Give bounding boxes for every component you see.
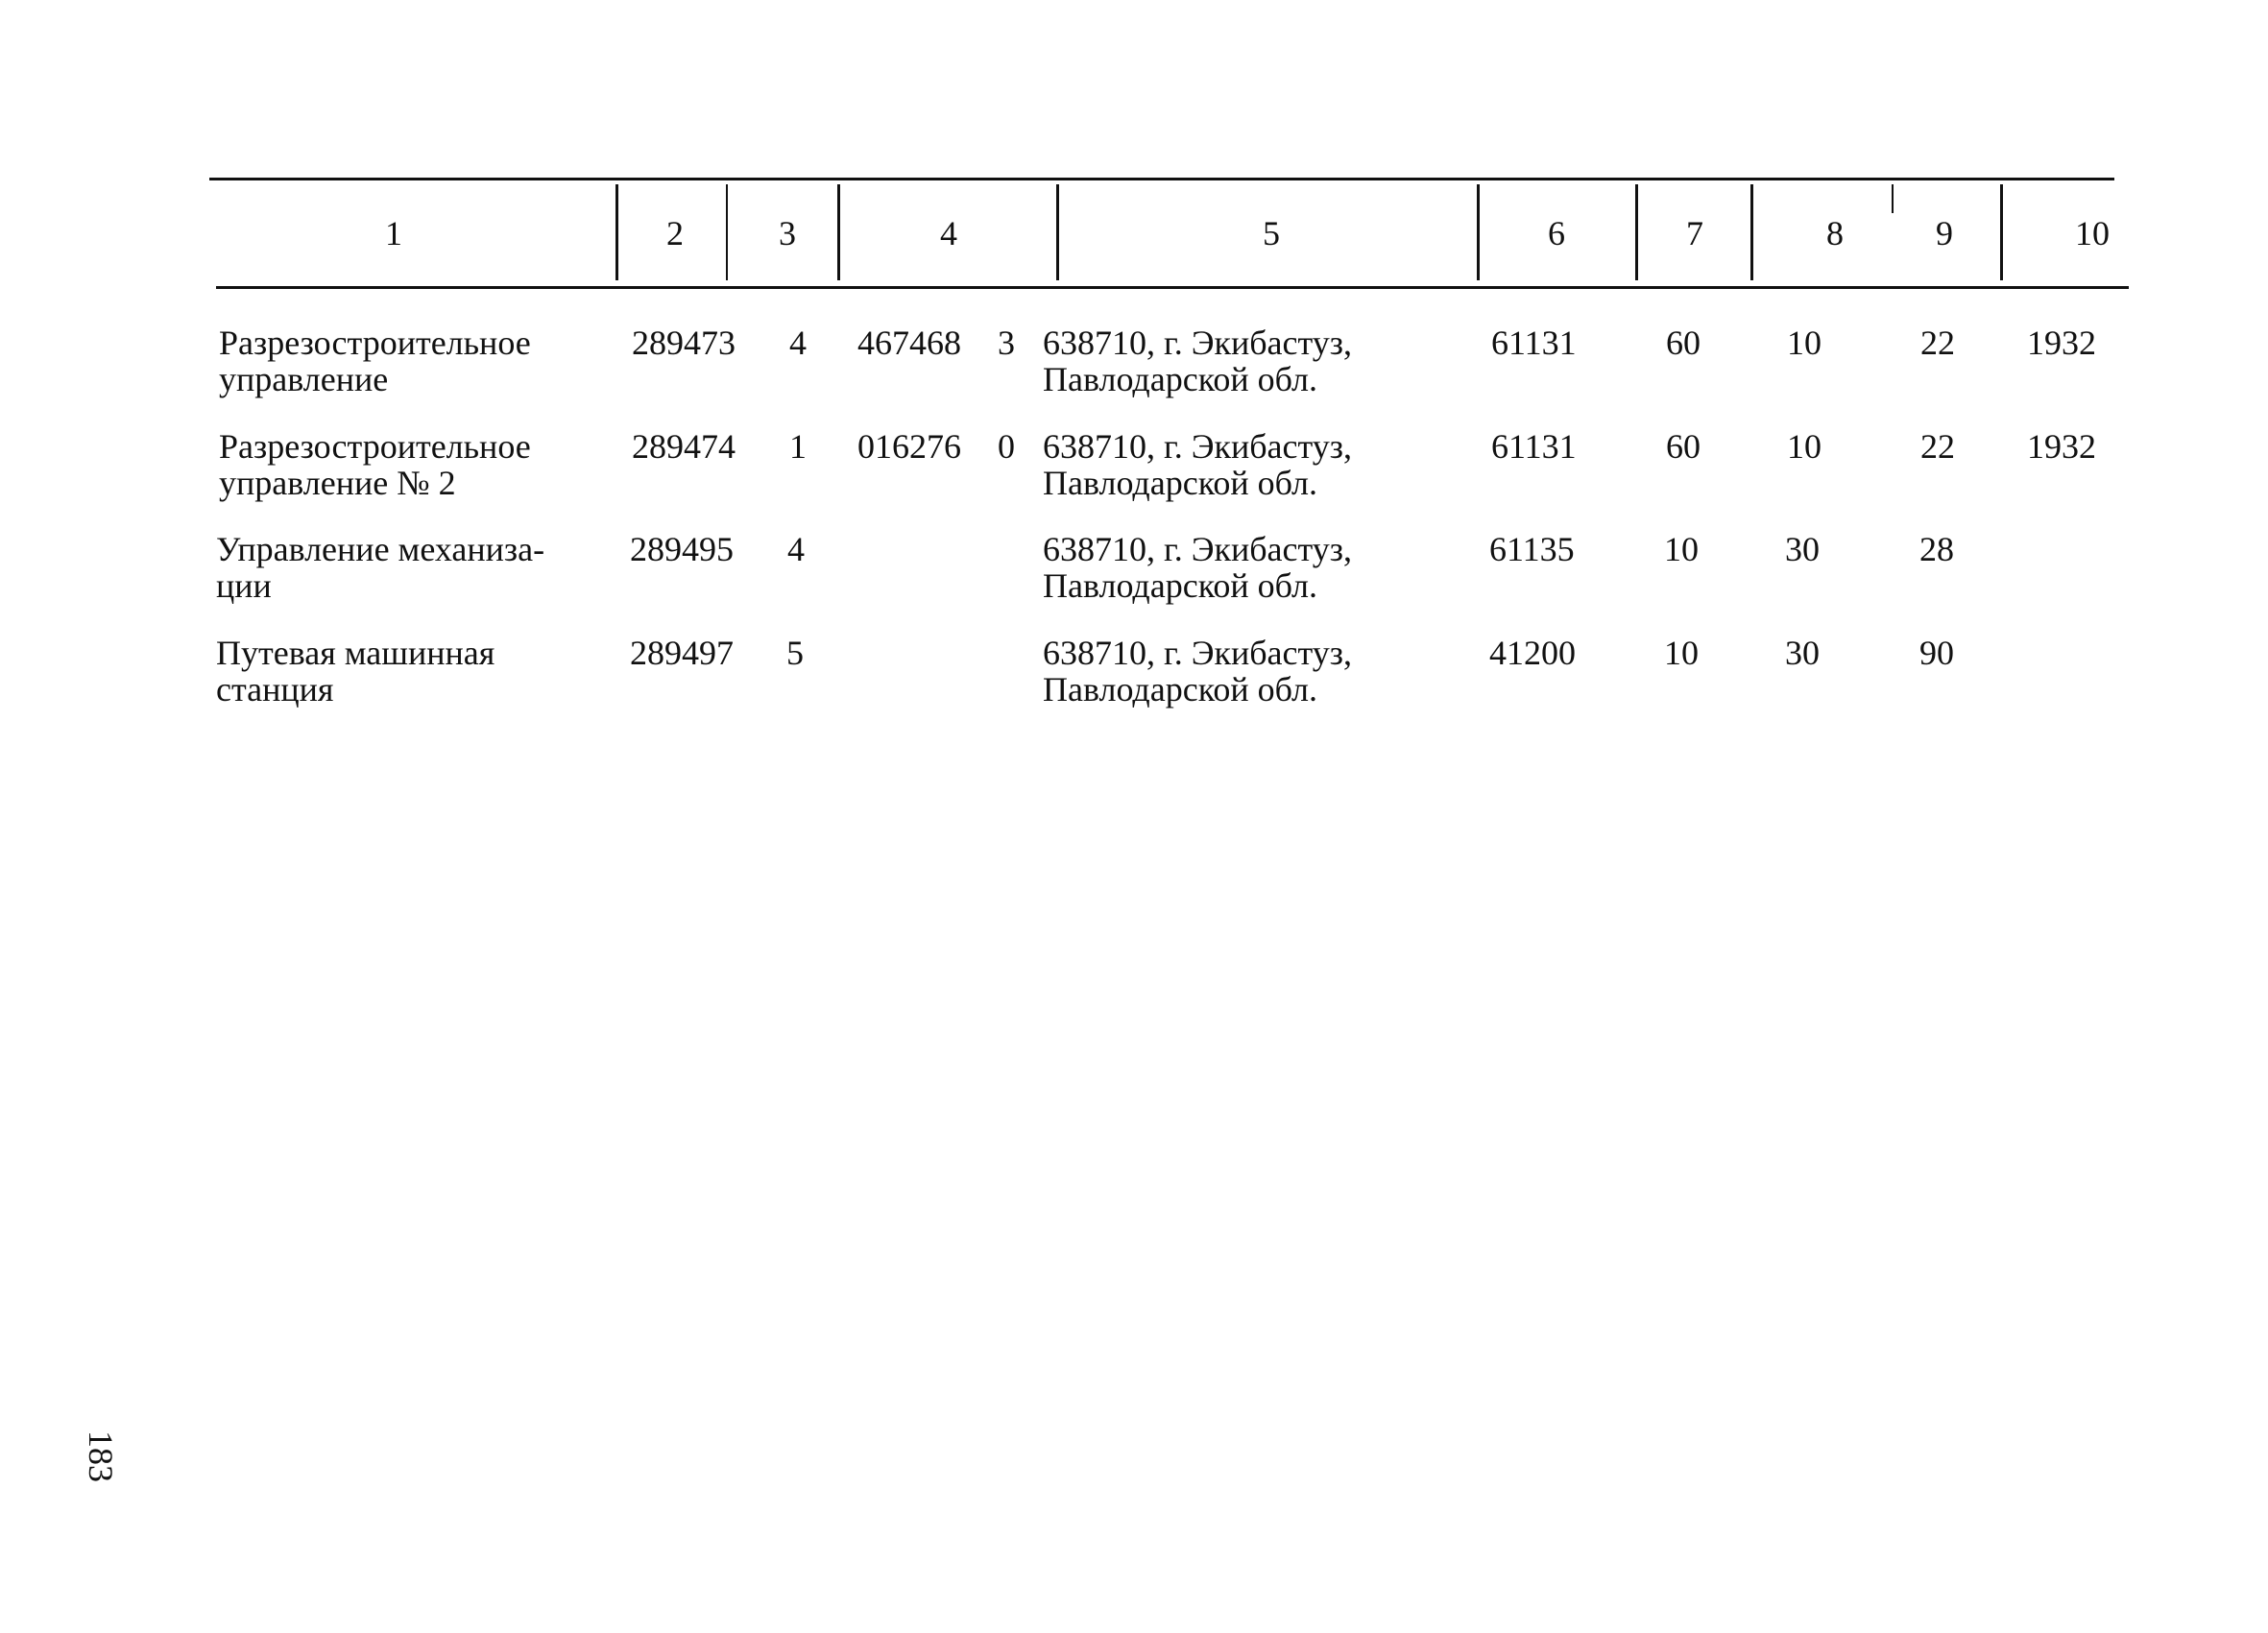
table-cell: 22	[1920, 324, 1955, 362]
column-header: 3	[779, 214, 796, 252]
column-header: 9	[1936, 214, 1953, 252]
column-header: 1	[385, 214, 402, 252]
column-header: 10	[2075, 214, 2110, 252]
table-cell: 28	[1919, 530, 1954, 568]
table-cell: 016276	[857, 427, 961, 466]
column-header: 2	[666, 214, 684, 252]
table-cell: 1932	[2027, 427, 2096, 466]
column-divider	[2000, 184, 2003, 280]
column-divider	[1477, 184, 1480, 280]
table-cell-name: Разрезостроительное управление	[219, 324, 531, 398]
table-top-rule	[209, 178, 2114, 180]
column-header: 8	[1826, 214, 1844, 252]
column-header: 6	[1548, 214, 1565, 252]
table-cell: 5	[786, 634, 804, 672]
table-cell: 10	[1664, 530, 1699, 568]
table-cell: 41200	[1489, 634, 1576, 672]
table-cell: 60	[1666, 427, 1701, 466]
table-cell: 30	[1785, 634, 1820, 672]
column-header: 7	[1686, 214, 1703, 252]
table-cell: 61131	[1491, 427, 1577, 466]
table-cell-address: 638710, г. Экибастуз, Павлодарской обл.	[1043, 324, 1352, 398]
table-cell: 289473	[632, 324, 736, 362]
column-divider	[726, 184, 728, 280]
table-cell: 289495	[630, 530, 734, 568]
table-cell: 0	[998, 427, 1015, 466]
table-cell-address: 638710, г. Экибастуз, Павлодарской обл.	[1043, 530, 1352, 605]
table-cell-address: 638710, г. Экибастуз, Павлодарской обл.	[1043, 427, 1352, 502]
table-cell: 30	[1785, 530, 1820, 568]
table-cell: 10	[1787, 427, 1822, 466]
table-cell: 10	[1787, 324, 1822, 362]
table-cell-name: Управление механиза- ции	[216, 530, 545, 605]
column-divider	[1892, 184, 1894, 213]
table-cell: 90	[1919, 634, 1954, 672]
table-cell-name: Путевая машинная станция	[216, 634, 495, 708]
table-cell: 467468	[857, 324, 961, 362]
table-cell: 289497	[630, 634, 734, 672]
table-cell: 4	[789, 324, 807, 362]
table-cell: 289474	[632, 427, 736, 466]
table-cell: 61135	[1489, 530, 1575, 568]
table-cell: 3	[998, 324, 1015, 362]
table-cell: 61131	[1491, 324, 1577, 362]
table-cell-name: Разрезостроительное управление № 2	[219, 427, 531, 502]
column-divider	[1635, 184, 1638, 280]
table-cell: 22	[1920, 427, 1955, 466]
column-divider	[837, 184, 840, 280]
table-cell: 10	[1664, 634, 1699, 672]
column-header: 5	[1263, 214, 1280, 252]
page-number: 183	[82, 1430, 120, 1482]
table-cell: 4	[787, 530, 805, 568]
column-header: 4	[940, 214, 957, 252]
column-divider	[1056, 184, 1059, 280]
table-cell: 60	[1666, 324, 1701, 362]
column-divider	[615, 184, 618, 280]
table-cell: 1932	[2027, 324, 2096, 362]
column-divider	[1750, 184, 1753, 280]
table-cell: 1	[789, 427, 807, 466]
header-bottom-rule	[216, 286, 2129, 289]
table-cell-address: 638710, г. Экибастуз, Павлодарской обл.	[1043, 634, 1352, 708]
